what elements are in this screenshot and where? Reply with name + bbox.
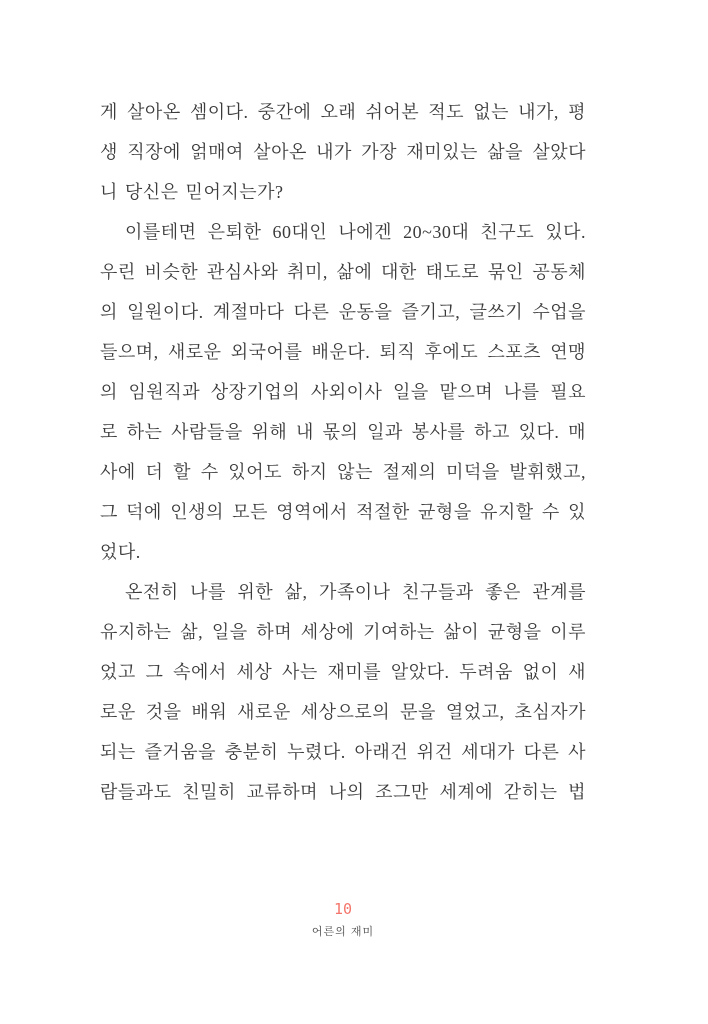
text-line: 들으며, 새로운 외국어를 배운다. 퇴직 후에도 스포츠 연맹 xyxy=(100,342,586,362)
text-line: 생 직장에 얽매여 살아온 내가 가장 재미있는 삶을 살았다 xyxy=(100,142,586,162)
text-line: 니 당신은 믿어지는가? xyxy=(100,182,284,202)
text-line: 의 임원직과 상장기업의 사외이사 일을 맡으며 나를 필요 xyxy=(100,382,586,402)
text-line: 되는 즐거움을 충분히 누렸다. 아래건 위건 세대가 다른 사 xyxy=(100,742,586,762)
text-line: 이를테면 은퇴한 60대인 나에겐 20~30대 친구도 있다. xyxy=(125,222,586,242)
page-footer xyxy=(100,899,586,939)
page-number: 10 xyxy=(333,900,353,918)
book-title: 어른의 재미 xyxy=(311,926,375,938)
body-text xyxy=(100,92,586,812)
text-line: 로운 것을 배워 새로운 세상으로의 문을 열었고, 초심자가 xyxy=(100,702,586,722)
text-line: 유지하는 삶, 일을 하며 세상에 기여하는 삶이 균형을 이루 xyxy=(100,622,586,642)
text-line: 우린 비슷한 관심사와 취미, 삶에 대한 태도로 묶인 공동체 xyxy=(100,262,586,282)
text-line: 로 하는 사람들을 위해 내 몫의 일과 봉사를 하고 있다. 매 xyxy=(100,422,586,442)
text-line: 의 일원이다. 계절마다 다른 운동을 즐기고, 글쓰기 수업을 xyxy=(100,302,586,322)
text-line: 람들과도 친밀히 교류하며 나의 조그만 세계에 갇히는 법 xyxy=(100,782,586,802)
text-line: 그 덕에 인생의 모든 영역에서 적절한 균형을 유지할 수 있 xyxy=(100,502,586,522)
text-line: 었고 그 속에서 세상 사는 재미를 알았다. 두려움 없이 새 xyxy=(100,662,586,682)
text-line: 게 살아온 셈이다. 중간에 오래 쉬어본 적도 없는 내가, 평 xyxy=(100,102,586,122)
text-line: 었다. xyxy=(100,542,141,562)
text-line: 온전히 나를 위한 삶, 가족이나 친구들과 좋은 관계를 xyxy=(125,582,586,602)
text-line: 사에 더 할 수 있어도 하지 않는 절제의 미덕을 발휘했고, xyxy=(100,462,586,482)
